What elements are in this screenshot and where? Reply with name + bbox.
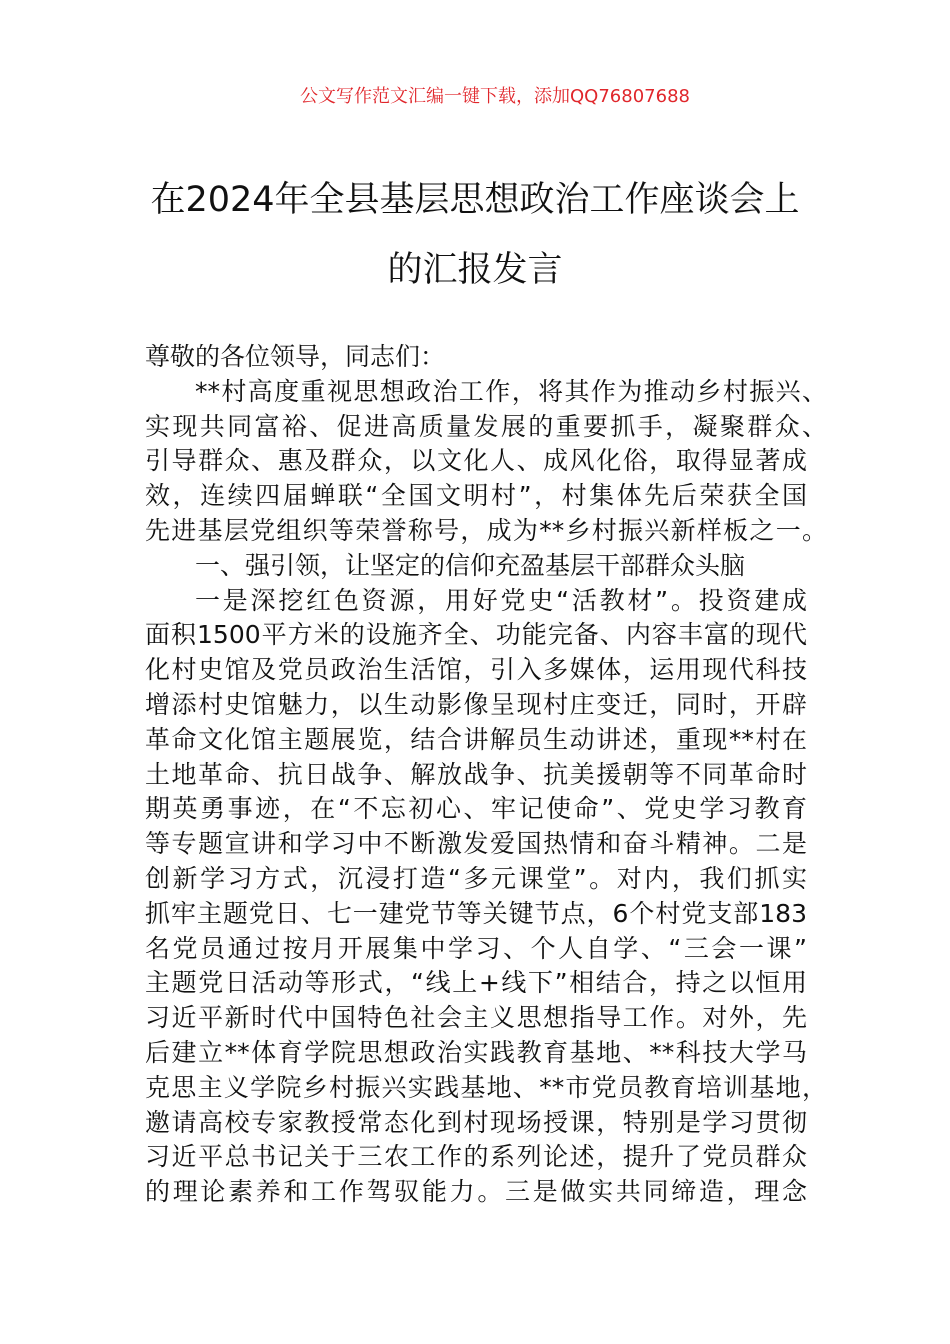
paragraph-line: 克思主义学院乡村振兴实践基地、**市党员教育培训基地， — [145, 1072, 827, 1102]
paragraph-line: 增添村史馆魅力，以生动影像呈现村庄变迁，同时，开辟 — [145, 689, 807, 719]
paragraph-line: 一是深挖红色资源，用好党史“活教材”。投资建成 — [195, 585, 807, 615]
paragraph-line: 化村史馆及党员政治生活馆，引入多媒体，运用现代科技 — [145, 655, 807, 685]
paragraph-line: 名党员通过按月开展集中学习、个人自学、“三会一课” — [145, 933, 807, 963]
paragraph-line: 引导群众、惠及群众，以文化人、成风化俗，取得显著成 — [145, 446, 807, 476]
paragraph-line: 的理论素养和工作驾驭能力。三是做实共同缔造，理念 — [145, 1177, 807, 1207]
paragraph-line: **村高度重视思想政治工作，将其作为推动乡村振兴、 — [195, 376, 827, 406]
paragraph-line: 面积1500平方米的设施齐全、功能完备、内容丰富的现代 — [145, 620, 807, 650]
paragraph-line: 邀请高校专家教授常态化到村现场授课，特别是学习贯彻 — [145, 1107, 807, 1137]
paragraph-line: 习近平总书记关于三农工作的系列论述，提升了党员群众 — [145, 1142, 807, 1172]
paragraph-line: 主题党日活动等形式，“线上+线下”相结合，持之以恒用 — [145, 968, 807, 998]
paragraph-line: 后建立**体育学院思想政治实践教育基地、**科技大学马 — [145, 1037, 807, 1067]
paragraph-line: 先进基层党组织等荣誉称号，成为**乡村振兴新样板之一。 — [145, 515, 827, 545]
paragraph-line: 期英勇事迹，在“不忘初心、牢记使命”、党史学习教育 — [145, 794, 807, 824]
paragraph-line: 实现共同富裕、促进高质量发展的重要抓手，凝聚群众、 — [145, 411, 827, 441]
salutation: 尊敬的各位领导，同志们： — [145, 342, 446, 371]
watermark-banner: 公文写作范文汇编一键下载，添加QQ76807688 — [300, 86, 690, 107]
document-body — [145, 340, 827, 1210]
paragraph-line: 创新学习方式，沉浸打造“多元课堂”。对内，我们抓实 — [145, 863, 807, 893]
paragraph-line: 抓牢主题党日、七一建党节等关键节点，6个村党支部183 — [145, 898, 807, 928]
paragraph-line: 土地革命、抗日战争、解放战争、抗美援朝等不同革命时 — [145, 759, 807, 789]
document-title-line-2: 的汇报发言 — [387, 250, 563, 290]
paragraph-line: 革命文化馆主题展览，结合讲解员生动讲述，重现**村在 — [145, 724, 807, 754]
paragraph-line: 效，连续四届蝉联“全国文明村”，村集体先后荣获全国 — [145, 481, 807, 511]
document-title-line-1: 在2024年全县基层思想政治工作座谈会上 — [150, 180, 800, 220]
paragraph-line: 习近平新时代中国特色社会主义思想指导工作。对外，先 — [145, 1003, 807, 1033]
section-heading: 一、强引领，让坚定的信仰充盈基层干部群众头脑 — [195, 550, 746, 580]
paragraph-line: 等专题宣讲和学习中不断激发爱国热情和奋斗精神。二是 — [145, 829, 807, 859]
